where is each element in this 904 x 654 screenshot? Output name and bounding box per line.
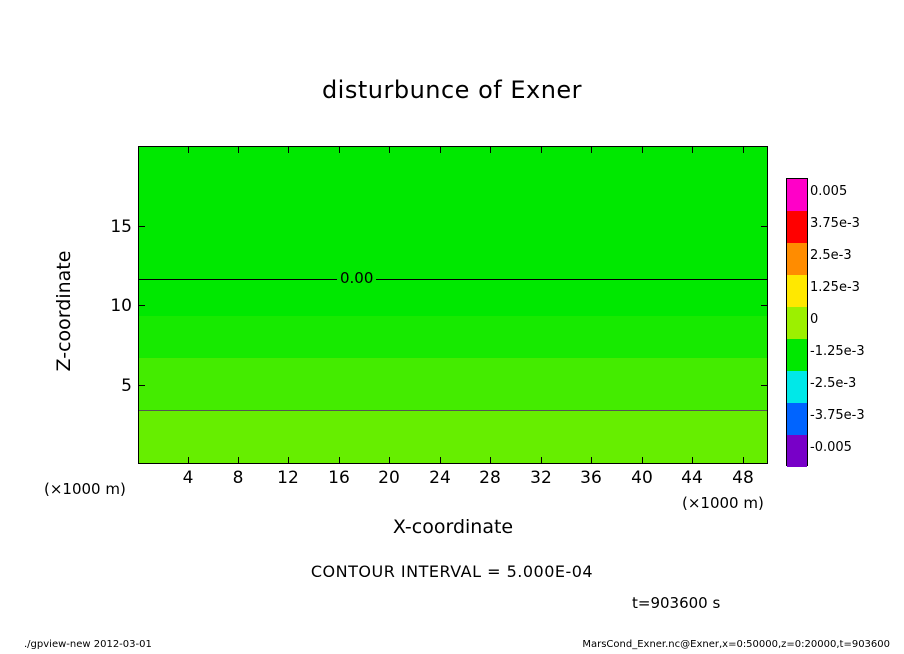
colorbar-cell (787, 403, 807, 435)
colorbar-label: 2.5e-3 (810, 248, 852, 263)
y-tick-label: 15 (110, 217, 132, 237)
colorbar-label: 1.25e-3 (810, 280, 860, 295)
tick-x-top (238, 146, 239, 153)
y-tick-label: 5 (121, 376, 132, 396)
tick-x-top (591, 146, 592, 153)
tick-x-bottom (642, 457, 643, 464)
tick-x-top (642, 146, 643, 153)
tick-y-left (138, 305, 145, 306)
colorbar-cell (787, 339, 807, 371)
tick-x-top (389, 146, 390, 153)
data-band (139, 410, 767, 464)
colorbar-cell (787, 435, 807, 467)
colorbar-cell (787, 275, 807, 307)
tick-y-left (138, 385, 145, 386)
x-tick-label: 32 (530, 468, 552, 488)
footer-left: ./gpview-new 2012-03-01 (24, 639, 152, 650)
tick-x-bottom (591, 457, 592, 464)
tick-y-right (761, 385, 768, 386)
colorbar-label: 3.75e-3 (810, 216, 860, 231)
x-tick-label: 24 (429, 468, 451, 488)
x-unit-left: (×1000 m) (44, 480, 126, 498)
contour-line-secondary (139, 410, 767, 411)
tick-x-top (339, 146, 340, 153)
colorbar (786, 178, 808, 466)
x-tick-label: 8 (232, 468, 244, 488)
tick-x-top (692, 146, 693, 153)
tick-x-top (288, 146, 289, 153)
tick-y-right (761, 226, 768, 227)
x-tick-label: 20 (378, 468, 400, 488)
x-unit-right: (×1000 m) (682, 494, 764, 512)
tick-x-bottom (188, 457, 189, 464)
data-band (139, 358, 767, 410)
tick-x-top (188, 146, 189, 153)
tick-x-top (440, 146, 441, 153)
x-axis-title: X-coordinate (392, 516, 514, 538)
data-band (139, 147, 767, 316)
colorbar-cell (787, 371, 807, 403)
x-tick-label: 44 (681, 468, 703, 488)
page-title: disturbunce of Exner (321, 76, 583, 104)
plot-area (138, 146, 768, 464)
colorbar-cell (787, 307, 807, 339)
tick-x-top (490, 146, 491, 153)
tick-x-top (541, 146, 542, 153)
x-tick-label: 40 (631, 468, 653, 488)
tick-y-right (761, 305, 768, 306)
y-tick-label: 10 (110, 296, 132, 316)
contour-interval-note: CONTOUR INTERVAL = 5.000E-04 (310, 562, 594, 581)
colorbar-label: -3.75e-3 (810, 408, 865, 423)
footer-right: MarsCond_Exner.nc@Exner,x=0:50000,z=0:20000,t=903600 (582, 639, 890, 650)
colorbar-label: -2.5e-3 (810, 376, 857, 391)
tick-x-bottom (288, 457, 289, 464)
tick-x-bottom (541, 457, 542, 464)
tick-y-left (138, 226, 145, 227)
x-tick-label: 4 (182, 468, 194, 488)
y-axis-title: Z-coordinate (53, 250, 75, 372)
tick-x-bottom (339, 457, 340, 464)
colorbar-cell (787, 211, 807, 243)
x-tick-label: 36 (580, 468, 602, 488)
tick-x-bottom (743, 457, 744, 464)
tick-x-bottom (389, 457, 390, 464)
tick-x-top (743, 146, 744, 153)
colorbar-cell (787, 243, 807, 275)
colorbar-label: -1.25e-3 (810, 344, 865, 359)
colorbar-label: -0.005 (810, 440, 852, 455)
tick-x-bottom (440, 457, 441, 464)
data-band (139, 316, 767, 358)
contour-line-zero (139, 279, 767, 280)
colorbar-label: 0 (810, 312, 819, 327)
colorbar-cell (787, 179, 807, 211)
x-tick-label: 48 (732, 468, 754, 488)
tick-x-bottom (490, 457, 491, 464)
time-stamp: t=903600 s (632, 594, 721, 612)
tick-x-bottom (238, 457, 239, 464)
tick-x-bottom (692, 457, 693, 464)
colorbar-label: 0.005 (810, 184, 848, 199)
x-tick-label: 12 (277, 468, 299, 488)
x-tick-label: 28 (479, 468, 501, 488)
contour-label: 0.00 (337, 271, 376, 285)
x-tick-label: 16 (328, 468, 350, 488)
